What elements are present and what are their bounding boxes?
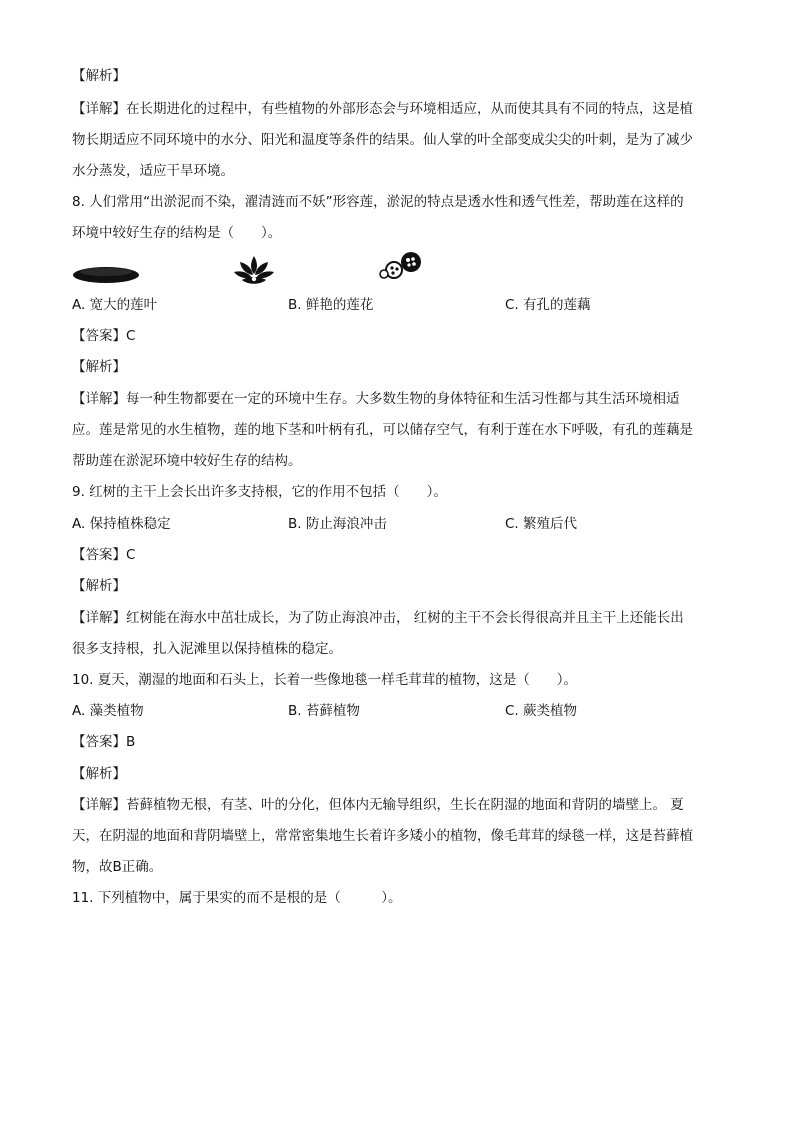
lotus-leaf-picture (72, 262, 140, 286)
question-8-text: 8. 人们常用“出淤泥而不染，濯清涟而不妖”形容莲，淤泥的特点是透水性和透气性差，帮助莲在这样的 (72, 194, 684, 210)
question-9-text: 9. 红树的主干上会长出许多支持根，它的作用不包括（ ）。 (72, 484, 447, 500)
question-8-option-c: C. 有孔的莲藕 (505, 297, 591, 313)
detail-text: 【详解】每一种生物都要在一定的环境中生存。大多数生物的身体特征和生活习性都与其生活环境相适 (72, 391, 680, 407)
question-9-option-a: A. 保持植株稳定 (72, 516, 171, 532)
detail-text: 帮助莲在淤泥环境中较好生存的结构。 (72, 453, 302, 469)
detail-text: 【详解】在长期进化的过程中，有些植物的外部形态会与环境相适应，从而使其具有不同的特点，这是植 (72, 101, 693, 117)
detail-text: 天，在阴湿的地面和背阴墙壁上，常常密集地生长着许多矮小的植物，像毛茸茸的绿毯一样，这是苔藓植 (72, 828, 693, 844)
analysis-heading: 【解析】 (72, 68, 126, 84)
question-11-text: 11. 下列植物中，属于果实的而不是根的是（ ）。 (72, 890, 402, 906)
detail-text: 物长期适应不同环境中的水分、阳光和温度等条件的结果。仙人掌的叶全部变成尖尖的叶刺，是为了减少 (72, 132, 693, 148)
detail-text: 【详解】苔藓植物无根，有茎、叶的分化，但体内无输导组织，生长在阴湿的地面和背阴的墙壁上。 夏 (72, 797, 684, 813)
detail-text: 物，故B正确。 (72, 859, 163, 875)
detail-text: 水分蒸发，适应干旱环境。 (72, 163, 234, 179)
analysis-heading: 【解析】 (72, 359, 126, 375)
answer-line: 【答案】C (72, 328, 136, 344)
analysis-heading: 【解析】 (72, 578, 126, 594)
question-8-option-b: B. 鲜艳的莲花 (288, 297, 374, 313)
lotus-flower-picture (232, 254, 276, 288)
question-10-text: 10. 夏天，潮湿的地面和石头上，长着一些像地毯一样毛茸茸的植物，这是（ ）。 (72, 672, 578, 688)
detail-text: 【详解】红树能在海水中茁壮成长，为了防止海浪冲击， 红树的主干不会长得很高并且主干上还能长出 (72, 610, 684, 626)
question-10-option-b: B. 苔藓植物 (288, 703, 360, 719)
question-10-option-a: A. 藻类植物 (72, 703, 144, 719)
detail-text: 很多支持根，扎入泥滩里以保持植株的稳定。 (72, 641, 342, 657)
answer-line: 【答案】B (72, 734, 136, 750)
question-8-text: 环境中较好生存的结构是（ ）。 (72, 225, 282, 241)
question-9-option-b: B. 防止海浪冲击 (288, 516, 387, 532)
lotus-root-picture (378, 251, 424, 281)
question-10-option-c: C. 蕨类植物 (505, 703, 578, 719)
analysis-heading: 【解析】 (72, 766, 126, 782)
question-9-option-c: C. 繁殖后代 (505, 516, 578, 532)
question-8-option-a: A. 宽大的莲叶 (72, 297, 158, 313)
answer-line: 【答案】C (72, 547, 136, 563)
detail-text: 应。莲是常见的水生植物，莲的地下茎和叶柄有孔，可以储存空气，有利于莲在水下呼吸，有孔的莲藕是 (72, 422, 693, 438)
